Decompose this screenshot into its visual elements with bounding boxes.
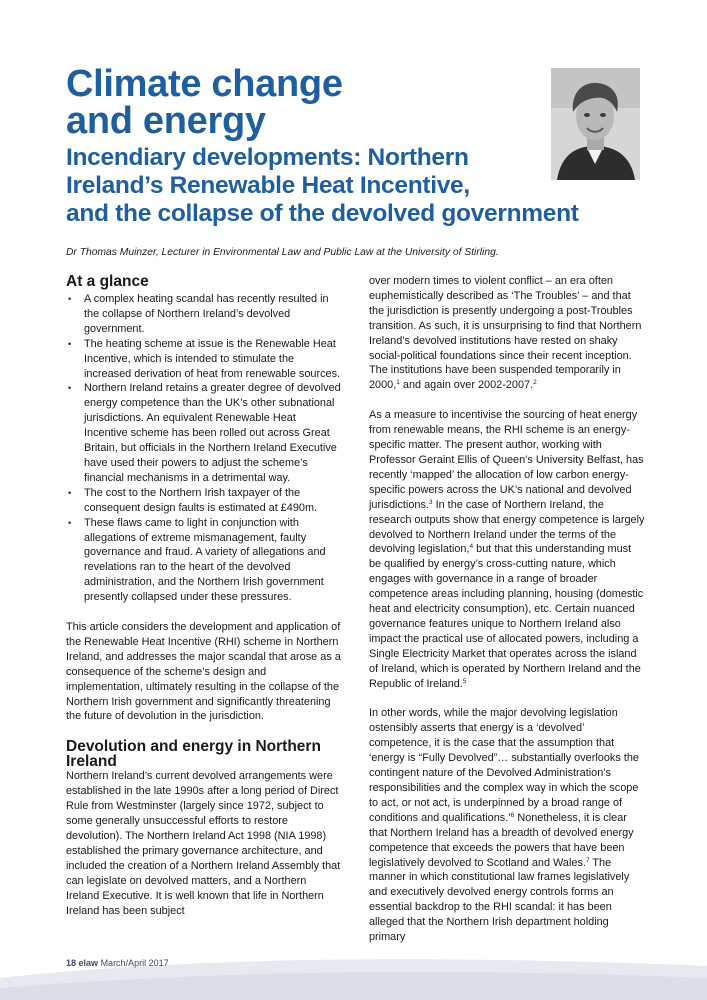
text-run: over modern times to violent conflict – an era often euphemistically described as ‘The Troubles’ – and that the jurisdiction is presently undergoing a post-Troubles transition. As such, it is unsurprising to find that Northern Ireland’s devolved institutions have rested on shaky social-political foundations since their recent inception. The institutions have been suspended temporarily in 2000, (369, 275, 642, 392)
footnote-ref: 7 (585, 856, 590, 864)
right-column (369, 274, 645, 945)
title-line-1: Climate change (66, 63, 343, 105)
page-number: 18 (66, 958, 77, 968)
subtitle-line-1: Incendiary developments: Northern (66, 144, 469, 171)
text-run: The manner in which constitutional law frames legislatively and executively devolved energy controls forms an essential backdrop to the RHI scandal: it has been alleged that the Northern Irish department holding primary (369, 856, 630, 944)
publication-name: elaw (78, 958, 99, 968)
footnote-ref: 3 (428, 498, 433, 506)
author-photo (551, 68, 640, 180)
footnote-ref: 4 (469, 543, 474, 551)
text-run: In other words, while the major devolving legislation ostensibly asserts that energy is a ‘devolved’ competence, it is the case that the assumption that ‘energy is “Fully Devolved”… substantially overlooks the contingent nature of the Devolved Administration’s responsibilities and the complex way in which the scope to act, or not act, is underpinned by a broad range of conditions and qualifications.’ (369, 707, 639, 824)
footnote-ref: 2 (533, 379, 537, 387)
body-paragraph-3 (369, 706, 645, 945)
page-title (66, 63, 626, 142)
page-footer (66, 958, 169, 968)
article-subtitle (66, 144, 626, 228)
section-heading-line-2: Ireland (66, 753, 117, 771)
devolution-paragraph: Northern Ireland’s current devolved arrangements were established in the late 1990s after a long period of Direct Rule from Westminster (largely since 1972, subject to some generally unsuccessful efforts to restore devolution). The Northern Ireland Act 1998 (NIA 1998) established the primary governance architecture, and included the creation of a Northern Ireland Assembly that can legislate on devolved matters, and a Northern Ireland Executive. It is well known that life in Northern Ireland has been subject (66, 770, 341, 917)
text-run: As a measure to incentivise the sourcing of heat energy from renewable means, the RHI scheme is an energy-specific matter. The present author, working with Professor Geraint Ellis of Queen’s University Belfast, has recently ‘mapped’ the allocation of low carbon energy-specific powers across the UK’s national and devolved jurisdictions. (369, 409, 644, 511)
section-heading-devolution (66, 739, 341, 769)
text-run: and again over 2002-2007. (399, 379, 534, 392)
section-heading-line-1: Devolution and energy in Northern (66, 738, 321, 756)
intro-paragraph: This article considers the development and application of the Renewable Heat Incentive (RHI) scheme in Northern Ireland, and addresses the major scandal that arose as a consequence of the scheme’s design and implementation, ultimately resulting in the collapse of the Northern Irish government and significantly threatening the future of devolution in the jurisdiction. (66, 621, 341, 723)
issue-date: March/April 2017 (100, 958, 169, 968)
subtitle-line-2: Ireland’s Renewable Heat Incentive, (66, 172, 470, 199)
text-run: Nonetheless, it is clear that Northern Ireland has a breadth of devolved energy competence that exceeds the powers that have been legislatively devolved to Scotland and Wales. (369, 811, 634, 869)
text-run: but that this understanding must be qualified by energy’s cross-cutting nature, which engages with governance in a range of broader competence areas including planning, housing (domestic heat and electricity consumption), etc. Certain nuanced governance features unique to Northern Ireland also impact the practical use of allocated powers, including a Single Electricity Market that operates across the island of Ireland, which is operated by Northern Ireland and the Republic of Ireland. (369, 543, 644, 690)
list-item: • The heating scheme at issue is the Renewable Heat Incentive, which is intended to stimulate the increased derivation of heat from renewable sources. (66, 337, 341, 382)
at-a-glance-heading: At a glance (66, 273, 149, 290)
at-a-glance-list (66, 292, 341, 605)
spacer (66, 605, 341, 620)
body-paragraph-2 (369, 408, 645, 691)
footnote-ref: 5 (462, 677, 467, 685)
author-byline: Dr Thomas Muinzer, Lecturer in Environmental Law and Public Law at the University of Stirling. (66, 247, 499, 258)
footnote-ref: 6 (510, 811, 515, 819)
text-run: In the case of Northern Ireland, the research outputs show that energy competence is largely devolved to Northern Ireland under the terms of the devolving legislation, (369, 498, 645, 556)
spacer (66, 724, 341, 739)
left-column (66, 274, 341, 918)
spacer (369, 691, 645, 706)
list-item: • These flaws came to light in conjunction with allegations of extreme mismanagement, faulty governance and fraud. A variety of allegations and revelations ran to the heart of the devolved administration, and the Northern Irish government presently collapsed under these pressures. (66, 516, 341, 605)
article-header (66, 63, 626, 228)
list-item: • Northern Ireland retains a greater degree of devolved energy competence than the UK’s other subnational jurisdictions. An equivalent Renewable Heat Incentive scheme has been rolled out across Great Britain, but officials in the Northern Ireland Executive have used their powers to adjust the scheme’s financial mechanisms in a detrimental way. (66, 381, 341, 485)
footnote-ref: 1 (396, 379, 400, 387)
list-item: • The cost to the Northern Irish taxpayer of the consequent design faults is estimated at £490m. (66, 486, 341, 516)
author-portrait-image (551, 68, 640, 180)
list-item: • A complex heating scandal has recently resulted in the collapse of Northern Ireland’s devolved government. (66, 292, 341, 337)
body-paragraph-1 (369, 274, 645, 393)
footer-wave-decoration (0, 948, 707, 1000)
subtitle-line-3: and the collapse of the devolved government (66, 200, 579, 227)
spacer (369, 393, 645, 408)
title-line-2: and energy (66, 100, 266, 142)
